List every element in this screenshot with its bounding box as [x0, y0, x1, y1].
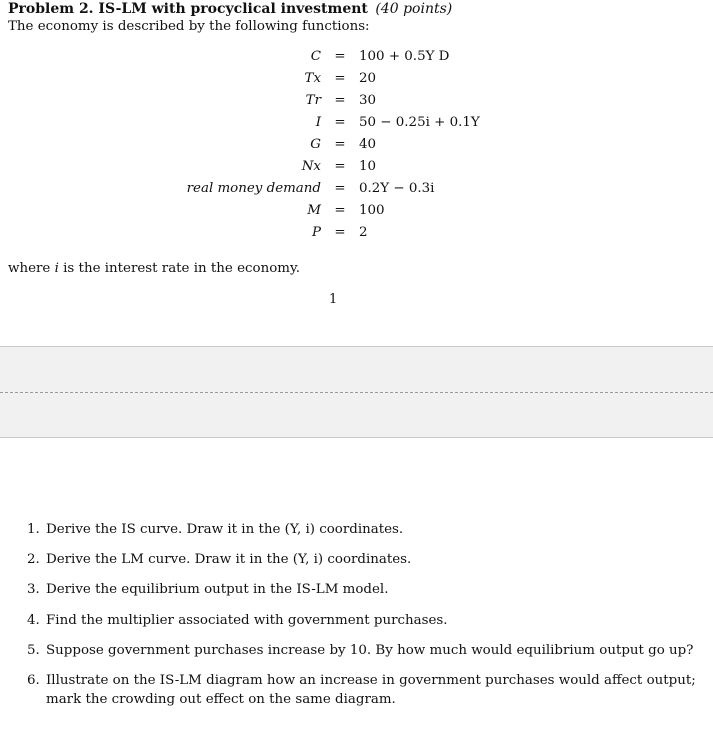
- document-page-1: [0, 0, 713, 346]
- equation-row: [0, 135, 713, 155]
- question-text: Derive the IS curve. Draw it in the (Y, i) coordinates.: [46, 522, 404, 537]
- equation-rhs: 40: [359, 137, 377, 152]
- equation-lhs: Nx: [301, 159, 321, 174]
- note-after: is the interest rate in the economy.: [58, 261, 300, 276]
- question-number: 4.: [27, 613, 40, 628]
- equals-sign: =: [334, 93, 346, 108]
- problem-points: (40 points): [375, 1, 453, 17]
- question-text: Suppose government purchases increase by 10. By how much would equilibrium output go up?: [46, 643, 694, 658]
- equals-sign: =: [334, 203, 346, 218]
- equation-lhs: I: [315, 115, 321, 130]
- equation-lhs: Tr: [305, 93, 321, 108]
- page-gap: [0, 346, 713, 438]
- equation-rhs: 0.2Y − 0.3i: [359, 181, 435, 196]
- question-number: 3.: [27, 582, 40, 597]
- equation-rhs: 2: [359, 225, 368, 240]
- problem-intro: The economy is described by the following functions:: [8, 19, 370, 34]
- equation-row: [0, 201, 713, 221]
- equation-rhs: 100: [359, 203, 385, 218]
- equation-row: [0, 113, 713, 133]
- interest-rate-note: [8, 261, 300, 276]
- equals-sign: =: [334, 115, 346, 130]
- question-number: 2.: [27, 552, 40, 567]
- question-text: Find the multiplier associated with government purchases.: [46, 613, 448, 628]
- question-text: Derive the LM curve. Draw it in the (Y, i) coordinates.: [46, 552, 412, 567]
- equation-rhs: 10: [359, 159, 377, 174]
- equals-sign: =: [334, 181, 346, 196]
- question-number: 1.: [27, 522, 40, 537]
- equation-lhs: G: [310, 137, 321, 152]
- equation-lhs: P: [311, 225, 321, 240]
- note-before: where: [8, 261, 55, 276]
- equation-row: [0, 179, 713, 199]
- equation-row: [0, 223, 713, 243]
- equals-sign: =: [334, 49, 346, 64]
- equals-sign: =: [334, 137, 346, 152]
- equation-rhs: 30: [359, 93, 377, 108]
- equation-lhs: M: [307, 203, 321, 218]
- equation-lhs: Tx: [304, 71, 321, 86]
- question-text: Derive the equilibrium output in the IS-LM model.: [46, 582, 389, 597]
- equals-sign: =: [334, 225, 346, 240]
- question-number: 6.: [27, 673, 40, 688]
- equation-lhs: real money demand: [186, 181, 321, 196]
- problem-title: Problem 2. IS-LM with procyclical investment: [8, 1, 368, 17]
- equals-sign: =: [334, 71, 346, 86]
- note-variable: i: [54, 261, 59, 276]
- problem-heading: [8, 1, 452, 17]
- equals-sign: =: [334, 159, 346, 174]
- equation-row: [0, 47, 713, 67]
- equation-lhs: C: [310, 49, 321, 64]
- question-number: 5.: [27, 643, 40, 658]
- equation-rhs: 20: [359, 71, 377, 86]
- equation-rhs: 50 − 0.25i + 0.1Y: [359, 115, 480, 130]
- equation-row: [0, 69, 713, 89]
- question-text: Illustrate on the IS-LM diagram how an increase in government purchases would affect output; mark the crowding out effect on the same diagram.: [46, 673, 696, 707]
- page-break-divider: [0, 392, 713, 393]
- equation-row: [0, 91, 713, 111]
- equation-rhs: 100 + 0.5Y D: [359, 49, 450, 64]
- equation-row: [0, 157, 713, 177]
- page-number: 1: [329, 292, 338, 307]
